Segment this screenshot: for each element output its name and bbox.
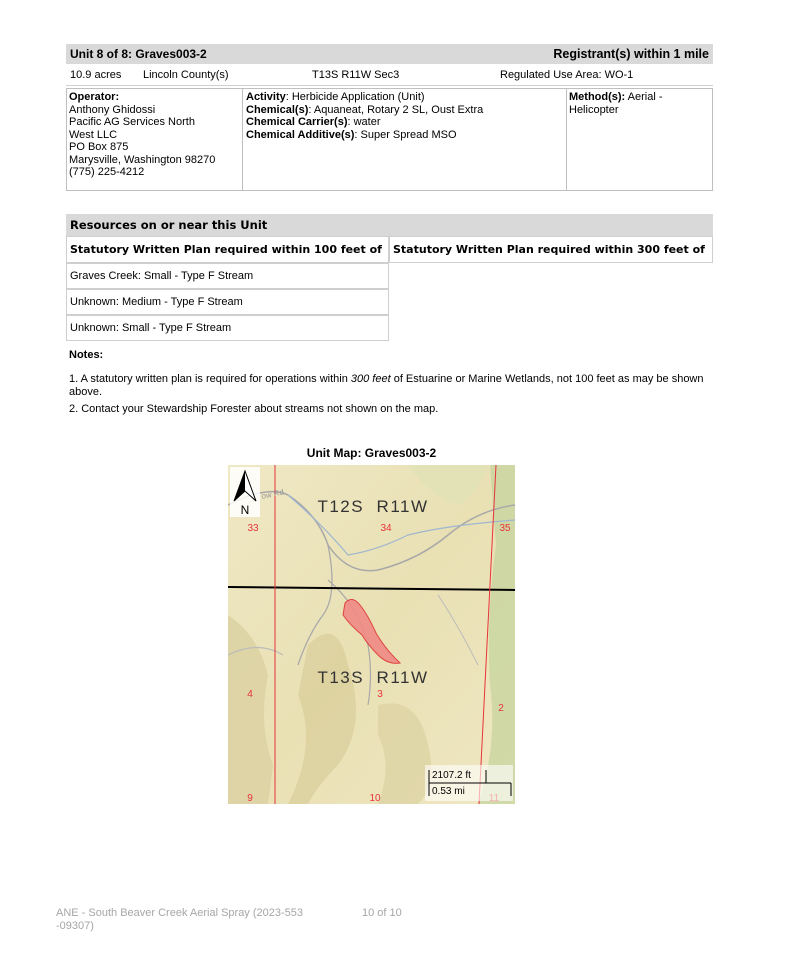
notes-heading: Notes:: [69, 349, 104, 361]
carrier-label: Chemical Carrier(s): [246, 116, 348, 128]
activity-label: Activity: [246, 91, 286, 103]
unit-use-area: Regulated Use Area: WO-1: [500, 69, 634, 81]
activity-value: : Herbicide Application (Unit): [285, 91, 425, 103]
resource-item: Unknown: Medium - Type F Stream: [66, 289, 389, 315]
operator-line: West LLC: [69, 128, 118, 141]
chemicals-line: [246, 104, 564, 117]
scale-feet: 2107.2 ft: [432, 770, 471, 781]
note-1-pre: 1. A statutory written plan is required for operations within: [69, 373, 351, 385]
operator-line: Marysville, Washington 98270: [69, 153, 216, 166]
township-label-top: T12S R11W: [317, 497, 429, 516]
unit-title: Unit 8 of 8: Graves003-2: [70, 47, 207, 61]
unit-acres: 10.9 acres: [70, 69, 122, 81]
section-number: 4: [247, 689, 253, 700]
chemicals-label: Chemical(s): [246, 103, 309, 116]
scale-miles: 0.53 mi: [432, 786, 465, 797]
activity-line: [246, 91, 564, 104]
details-divider-2: [566, 88, 567, 191]
method-block: [569, 91, 709, 116]
road-label: ow Rd: [260, 487, 285, 501]
carrier-value: : water: [347, 116, 381, 128]
operator-line: Anthony Ghidossi: [69, 103, 156, 116]
resources-heading: Resources on or near this Unit: [66, 214, 713, 236]
activity-block: [246, 91, 564, 141]
unit-map: [228, 465, 515, 804]
unit-location: T13S R11W Sec3: [312, 69, 400, 81]
section-number: 9: [247, 793, 253, 804]
unit-county: Lincoln County(s): [143, 69, 229, 81]
resource-item: Graves Creek: Small - Type F Stream: [66, 263, 389, 289]
resource-item: Unknown: Small - Type F Stream: [66, 315, 389, 341]
operator-label: Operator:: [69, 91, 120, 103]
additive-value: : Super Spread MSO: [354, 128, 457, 141]
footer-page: 10 of 10: [362, 907, 402, 919]
section-number: 35: [499, 523, 511, 534]
note-2: 2. Contact your Stewardship Forester about streams not shown on the map.: [69, 403, 439, 415]
operator-line: (775) 225-4212: [69, 166, 145, 178]
section-number: 10: [369, 793, 381, 804]
section-number: 2: [498, 703, 504, 714]
details-divider-1: [242, 88, 243, 191]
section-number: 3: [377, 689, 383, 700]
note-1-post: of Estuarine or Marine Wetlands, not 100 feet as may be shown above.: [69, 373, 704, 398]
north-label: N: [240, 503, 250, 517]
operator-block: [69, 91, 241, 179]
carrier-line: [246, 116, 564, 129]
operator-line: PO Box 875: [69, 141, 129, 153]
registrant-label: Registrant(s) within 1 mile: [553, 47, 709, 61]
additive-label: Chemical Additive(s): [246, 128, 355, 141]
unit-header-bar: [66, 44, 713, 64]
method-value: Aerial - Helicopter: [569, 91, 663, 116]
chemicals-value: : Aquaneat, Rotary 2 SL, Oust Extra: [308, 103, 484, 116]
note-1-emphasis: 300 feet: [350, 373, 391, 385]
resources-col-300: Statutory Written Plan required within 300 feet of: [389, 236, 713, 263]
method-label: Method(s):: [569, 91, 626, 103]
section-number: 34: [380, 523, 392, 534]
note-1: [69, 373, 709, 398]
section-number: 33: [247, 523, 259, 534]
resources-col-100: Statutory Written Plan required within 100 feet of: [66, 236, 389, 263]
operator-line: Pacific AG Services North: [69, 116, 195, 128]
info-row-border: [66, 64, 713, 86]
footer-doc: ANE - South Beaver Creek Aerial Spray (2023-553 -09307): [56, 907, 304, 932]
map-title: Unit Map: Graves003-2: [306, 446, 437, 460]
additive-line: [246, 129, 564, 142]
township-label-bottom: T13S R11W: [317, 668, 429, 687]
